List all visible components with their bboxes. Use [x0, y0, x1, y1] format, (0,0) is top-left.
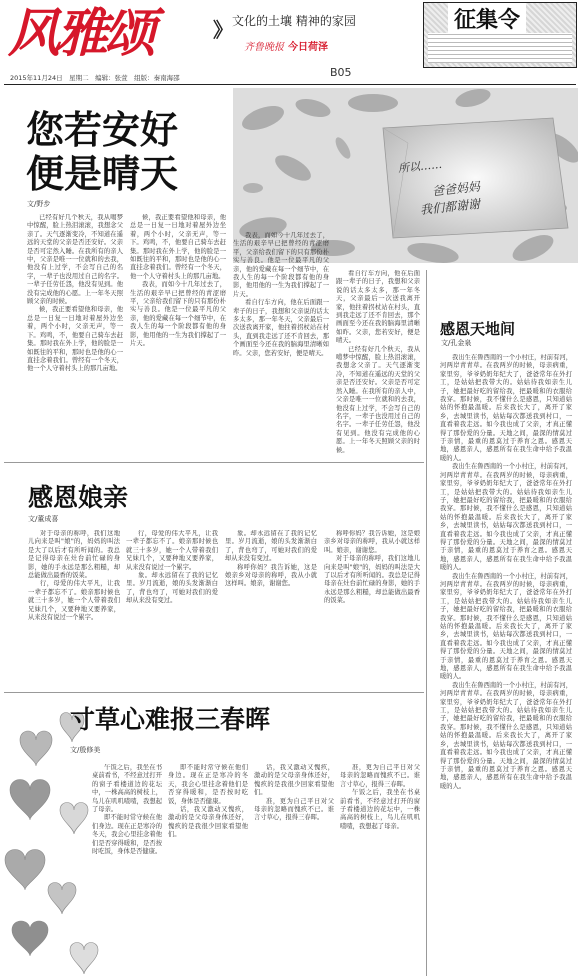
article2-col3: 象。却永远留在了我的记忆里。岁月流逝，娘的头发渐渐白了，背也弯了，可她对我们的爱却从来没有变过。 称呼你妈？我告诉她，这是娘亲乡对母亲的称呼，我从小就这样叫。娘亲，谢谢您。: [225, 530, 317, 588]
edition-label: 今日荷泽: [288, 42, 328, 53]
article1-col2: 候，我正要看望他和母亲，他总是一日复一日地对着屋外边坐着，两个小时，父亲无声，等一下。鸡鸣，不，他要自己骑车去赶集。那时我在外上学，他的脸是一如既往的平和，那时也是他的心一直挂念着我们。曾经有一个冬天，他一个人守着村头上的那几亩地。 我表，而如今十几年过去了，生活的艰辛早已把曾经的青涩磨平，父亲给我们留下的只有那份朴实与善良。他是一位最平凡的父亲，他的爱藏在每一个细节中，在我人生的每一个阶段都有他的身影，他用他的一生为我们撑起了一片天。: [130, 214, 226, 348]
photo-handwriting-3: 我们都谢谢: [419, 196, 481, 218]
masthead-logo: [8, 4, 213, 72]
notice-title: 征集令: [448, 3, 526, 34]
article4-byline: 文/殷修美: [70, 746, 101, 754]
newspaper-brand: 齐鲁晚报: [244, 42, 284, 53]
article2-col1: 对于母亲的称呼，我们这地儿向来是叫"娘"的，妈妈的叫法是大了以后才有所听闻的。我总是记得母亲在灶台前忙碌的身影，她的手永远是那么粗糙，却总能做出最香的饭菜。 行，母爱的伟大平凡，让我一辈子都忘不了。娘亲那时候也就三十多岁，她一个人带着我们兄妹几个，又要种地又要养家，从来没有说过一个累字。: [28, 530, 120, 622]
arrows-decoration: 》: [213, 18, 229, 42]
dateline: 2015年11月24日 星期二 编辑：张萱 组版：秦南海邵: [10, 74, 180, 82]
article4-col3: 话，我又激动又愧疚，激动的是父母亲身体还好，愧疚的是我很少回家看望他们。 准，更为自己平日对父母亲的忽略而愧疚不已。谁言寸草心，报得三春晖。: [254, 764, 334, 822]
article4-title: 寸草心难报三春晖: [70, 705, 271, 734]
article1-col1: 已经有好几个秋天，我从噶梦中惊醒，脸上热泪滚滚，我想念父亲了。天气逐渐变冷，不知道在遥远的天堂的父亲是否还安好。父亲是否可定然入睡。在我所有的亲人中，父亲是唯一一位就和的去我，他没有上过学，不会写自己的名字，一辈子也没用过自己的名字。一辈子任劳任怨，他没有见到。他没有完成他的心愿。上一年冬天照顾父亲的时候。 候，我正要看望他和母亲，他总是一日复一日地对着屋外边坐着，两个小时，父亲无声，等一下。鸡鸣，不，他要自己骑车去赶集。那时我在外上学，他的脸是一如既往的平和，那时也是他的心一直挂念着我们。曾经有一个冬天，他一个人守着村头上的那几亩地。: [27, 214, 123, 373]
article1-byline: 文/野步: [27, 200, 51, 208]
photo-handwriting-1: 所以……: [397, 157, 443, 176]
section-divider: [4, 692, 424, 693]
article1-col3: 我表，而如今十几年过去了，生活的艰辛早已把曾经的青涩磨平，父亲给我们留下的只有那份朴实与善良。他是一位最平凡的父亲，他的爱藏在每一个细节中，在我人生的每一个阶段都有他的身影，他用他的一生为我们撑起了一片天。 看自行车方向，他在后面跟一辈子的日子，我想和父亲说的话太多太多，那一年冬天，父亲最后一次送我离开家，他拄着拐杖站在村头，直到我走远了还不肯回去，那个画面至今还在我的脑海里清晰如昨。父亲，您若安好，便是晴天。: [233, 232, 329, 357]
article3-body: 我出生在鲁西南的一个小村庄，村前有河，河两岸青青草。在我两岁的时候，母亲病重，家里穷，爷爷奶奶年纪大了，爸爸常年在外打工，是姑姑把我带大的。姑姑待我如亲生儿子，她把最好吃的留给我，把最暖和的衣服给我穿。那时候，我不懂什么是感恩，只知道姑姑的怀抱最温暖。后来我长大了，离开了家乡，去城里读书，姑姑每次都送我到村口，一直看着我走远。如今我也成了父亲，才真正懂得了那份爱的分量。天地之间，最深的情莫过于亲情，最重的恩莫过于养育之恩。感恩天地，感恩亲人，感恩所有在我生命中给予我温暖的人。 我出生在鲁西南的一个小村庄，村前有河，河两岸青青草。在我两岁的时候，母亲病重，家里穷，爷爷奶奶年纪大了，爸爸常年在外打工，是姑姑把我带大的。姑姑待我如亲生儿子，她把最好吃的留给我，把最暖和的衣服给我穿。那时候，我不懂什么是感恩，只知道姑姑的怀抱最温暖。后来我长大了，离开了家乡，去城里读书，姑姑每次都送我到村口，一直看着我走远。如今我也成了父亲，才真正懂得了那份爱的分量。天地之间，最深的情莫过于亲情，最重的恩莫过于养育之恩。感恩天地，感恩亲人，感恩所有在我生命中给予我温暖的人。 我出生在鲁西南的一个小村庄，村前有河，河两岸青青草。在我两岁的时候，母亲病重，家里穷，爷爷奶奶年纪大了，爸爸常年在外打工，是姑姑把我带大的。姑姑待我如亲生儿子，她把最好吃的留给我，把最暖和的衣服给我穿。那时候，我不懂什么是感恩，只知道姑姑的怀抱最温暖。后来我长大了，离开了家乡，去城里读书，姑姑每次都送我到村口，一直看着我走远。如今我也成了父亲，才真正懂得了那份爱的分量。天地之间，最深的情莫过于亲情，最重的恩莫过于养育之恩。感恩天地，感恩亲人，感恩所有在我生命中给予我温暖的人。 我出生在鲁西南的一个小村庄，村前有河，河两岸青青草。在我两岁的时候，母亲病重，家里穷，爷爷奶奶年纪大了，爸爸常年在外打工，是姑姑把我带大的。姑姑待我如亲生儿子，她把最好吃的留给我，把最暖和的衣服给我穿。那时候，我不懂什么是感恩，只知道姑姑的怀抱最温暖。后来我长大了，离开了家乡，去城里读书，姑姑每次都送我到村口，一直看着我走远。如今我也成了父亲，才真正懂得了那份爱的分量。天地之间，最深的情莫过于亲情，最重的恩莫过于养育之恩。感恩天地，感恩亲人，感恩所有在我生命中给予我温暖的人。: [440, 354, 572, 790]
notice-body-texture: [428, 33, 572, 63]
section-logo: 风雅颂: [8, 4, 153, 64]
article2-col2: 行，母爱的伟大平凡，让我一辈子都忘不了。娘亲那时候也就三十多岁，她一个人带着我们兄妹几个，又要种地又要养家，从来没有说过一个累字。 象。却永远留在了我的记忆里。岁月流逝，娘的头发渐渐白了，背也弯了，可她对我们的爱却从来没有变过。: [126, 530, 218, 605]
photo-handwriting-2: 爸爸妈妈: [431, 179, 481, 199]
article1-title: [26, 108, 178, 196]
notice-box: [423, 2, 577, 68]
article2-title: 感恩娘亲: [28, 483, 129, 512]
section-divider: [4, 462, 424, 463]
column-divider: [426, 270, 427, 976]
header-rule: [4, 84, 576, 85]
article1-col4: 看自行车方向，他在后面跟一辈子的日子，我想和父亲说的话太多太多，那一年冬天，父亲最后一次送我离开家，他拄着拐杖站在村头，直到我走远了还不肯回去，那个画面至今还在我的脑海里清晰如昨。父亲，您若安好，便是晴天。 已经有好几个秋天，我从噶梦中惊醒，脸上热泪滚滚，我想念父亲了。天气逐渐变冷，不知道在遥远的天堂的父亲是否还安好。父亲是否可定然入睡。在我所有的亲人中，父亲是唯一一位就和的去我，他没有上过学，不会写自己的名字，一辈子也没用过自己的名字。一辈子任劳任怨，他没有见到。他没有完成他的心愿。上一年冬天照顾父亲的时候。: [336, 270, 420, 454]
article4-col1: 午饭之后，我坐在书桌前看书，不经意过打开的窗子看楼道边的花坛中，一株高高的树枝上，鸟儿在叽叽喳喳，我想起了母亲。 即不能时常守候在他们身边。现在正是寒冷的冬天，我会心里挂念着他们是否穿得暖和，是否按时吃饭，身体是否健康。: [92, 764, 162, 856]
article4-col4: 准，更为自己平日对父母亲的忽略而愧疚不已。谁言寸草心，报得三春晖。 午饭之后，我坐在书桌前看书，不经意过打开的窗子看楼道边的花坛中，一株高高的树枝上，鸟儿在叽叽喳喳，我想起了母亲。: [340, 764, 420, 830]
article1-title-line2: 便是晴天: [26, 152, 179, 196]
article3-title: 感恩天地间: [440, 320, 516, 338]
article1-title-line1: 您若安好: [26, 108, 179, 152]
page-number: B05: [330, 66, 352, 79]
section-slogan: 文化的土壤 精神的家园: [232, 14, 356, 28]
article4-col2: 即不能时常守候在他们身边。现在正是寒冷的冬天，我会心里挂念着他们是否穿得暖和，是否按时吃饭，身体是否健康。 话，我又激动又愧疚，激动的是父母亲身体还好，愧疚的是我很少回家看望他们。: [168, 764, 248, 839]
article2-byline: 文/董成喜: [28, 515, 59, 523]
article2-col4: 称呼你妈？我告诉她，这是娘亲乡对母亲的称呼，我从小就这样叫。娘亲，谢谢您。 对于母亲的称呼，我们这地儿向来是叫"娘"的，妈妈的叫法是大了以后才有所听闻的。我总是记得母亲在灶台前忙碌的身影，她的手永远是那么粗糙，却总能做出最香的饭菜。: [324, 530, 420, 605]
article3-byline: 文/孔金泉: [441, 339, 472, 347]
